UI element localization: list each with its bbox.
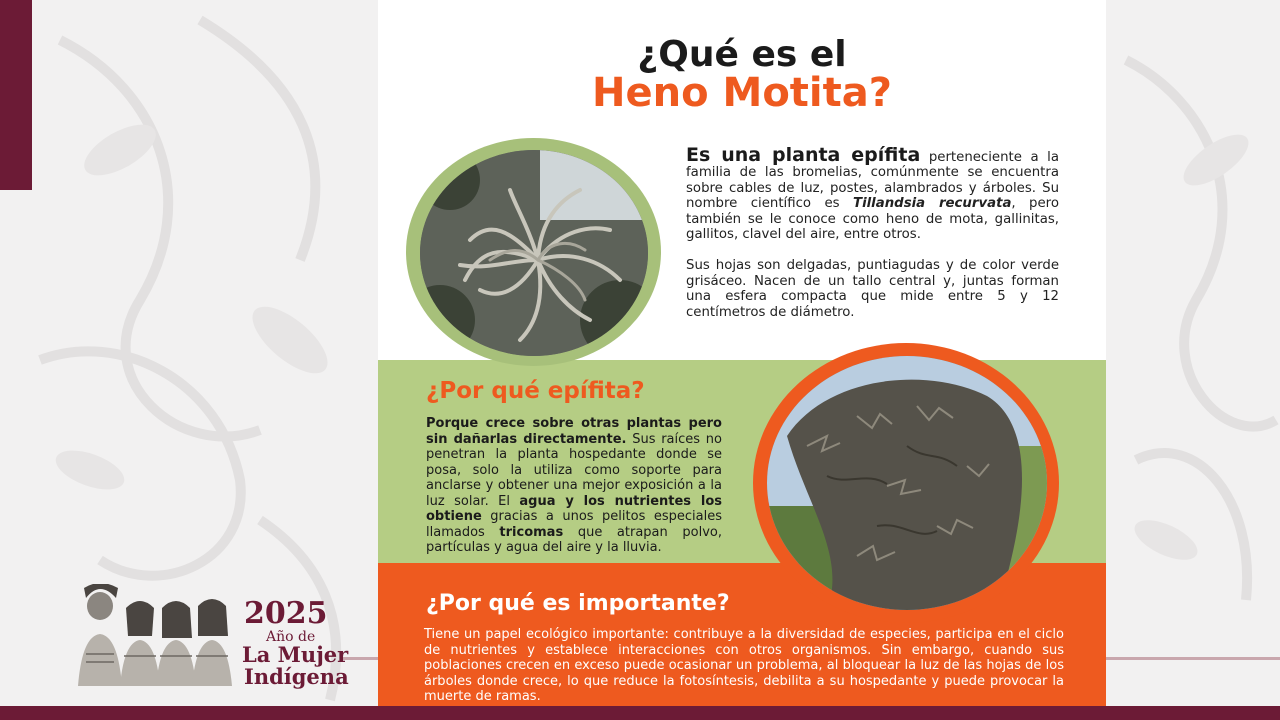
infographic-poster bbox=[378, 0, 1106, 720]
logo-text: La Mujer bbox=[242, 642, 349, 667]
epifita-bold: Porque crece sobre otras plantas pero sin dañarlas directamente. bbox=[426, 416, 722, 447]
intro-lead: Es una planta epífita bbox=[686, 144, 921, 166]
scientific-name: Tillandsia recurvata bbox=[853, 196, 1012, 212]
maroon-footer-bar bbox=[0, 706, 1280, 720]
epifita-heading: ¿Por qué epífita? bbox=[426, 378, 645, 404]
title-line-2: Heno Motita? bbox=[592, 70, 892, 116]
epifita-text bbox=[426, 416, 722, 556]
background-decoration-right bbox=[1106, 0, 1280, 720]
epifita-text-part: que atrapan polvo, partículas y agua del aire y la lluvia. bbox=[426, 524, 722, 555]
epifita-text-part: gracias a unos pelitos especiales llamados bbox=[426, 509, 722, 540]
intro-text bbox=[686, 144, 1059, 320]
logo-text: Indígena bbox=[244, 664, 349, 689]
logo-text: Año de bbox=[266, 629, 316, 645]
intro-text-part: , pero también se le conoce como heno de mota, gallinitas, gallitos, clavel del aire, entre otros. bbox=[686, 196, 1059, 243]
divider-line bbox=[1106, 657, 1280, 660]
heno-motita-photo bbox=[420, 150, 648, 356]
logo-year: 2025 bbox=[244, 596, 328, 631]
importante-heading: ¿Por qué es importante? bbox=[426, 591, 730, 616]
epifita-bold: tricomas bbox=[499, 524, 564, 540]
importante-text: Tiene un papel ecológico importante: contribuye a la diversidad de especies, participa en el ciclo de nutrientes y establece interacciones con otros organismos. Sin embargo, cuando sus poblaciones crecen en exceso puede ocasionar un problema, al bloquear la luz de las hojas de los árboles donde crece, lo que reduce la fotosíntesis, debilita a su hospedante y puede provocar la muerte de ramas. bbox=[424, 627, 1064, 705]
epifita-text-part: Sus raíces no penetran la planta hospedante donde se posa, solo la utiliza como soporte para anclarse y obtener una mejor exposición a la luz solar. El bbox=[426, 431, 722, 509]
intro-paragraph-2: Sus hojas son delgadas, puntiagudas y de color verde grisáceo. Nacen de un tallo central y, juntas forman una esfera compacta que mide entre 5 y 12 centímetros de diámetro. bbox=[686, 258, 1059, 320]
indigenous-women-illustration bbox=[72, 584, 238, 686]
maroon-accent-bar bbox=[0, 0, 32, 190]
title-line-1: ¿Qué es el bbox=[637, 34, 847, 75]
infested-tree-photo bbox=[767, 356, 1047, 610]
intro-text-part: perteneciente a la familia de las bromelias, comúnmente se encuentra sobre cables de luz, postes, alambrados y árboles. Su nombre científico es bbox=[686, 150, 1059, 212]
epifita-bold: agua y los nutrientes los obtiene bbox=[426, 493, 722, 524]
